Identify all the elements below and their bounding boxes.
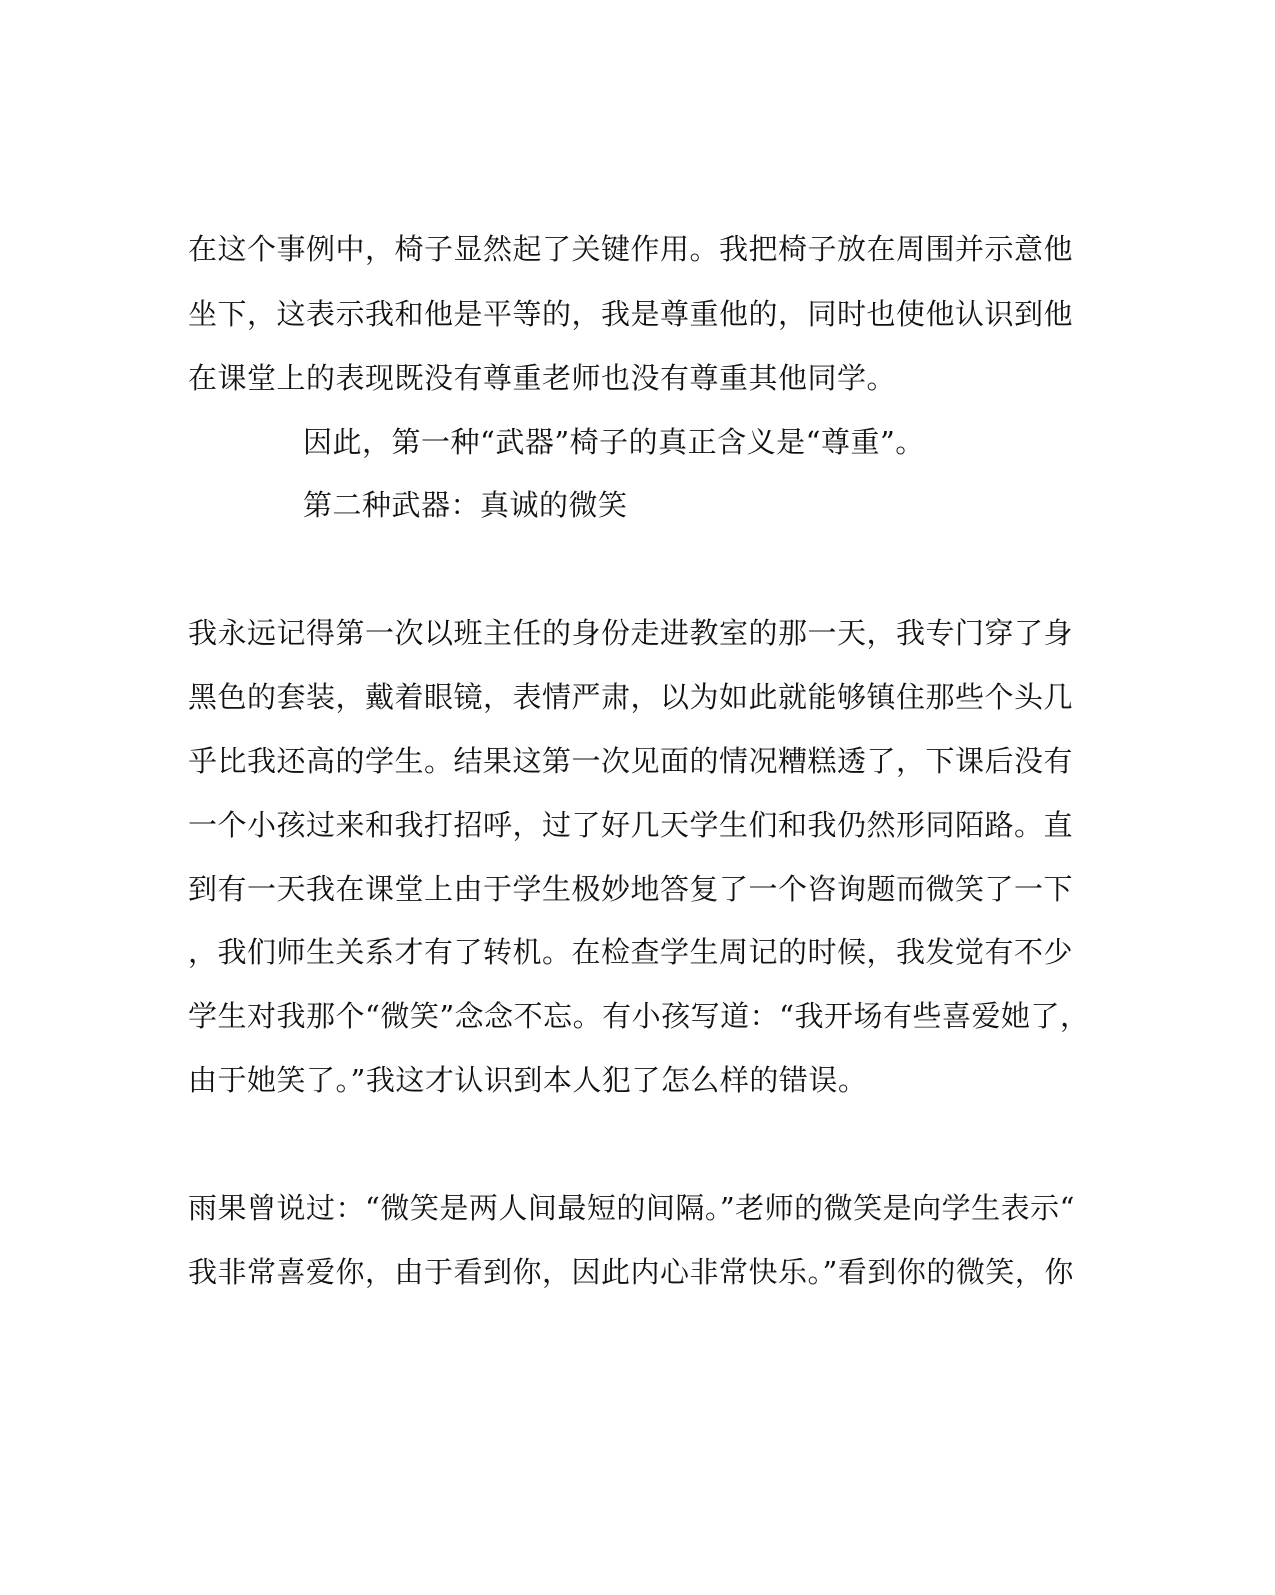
paragraph-3-line-4: 一个小孩过来和我打招呼，过了好几天学生们和我仍然形同陌路。直 bbox=[188, 808, 1074, 842]
paragraph-3-line-8: 由于她笑了。”我这才认识到本人犯了怎么样的错误。 bbox=[188, 1063, 868, 1097]
paragraph-3-line-3: 乎比我还高的学生。结果这第一次见面的情况糟糕透了，下课后没有 bbox=[188, 744, 1074, 778]
paragraph-1-line-2: 坐下，这表示我和他是平等的，我是尊重他的，同时也使他认识到他 bbox=[188, 297, 1074, 331]
paragraph-3-line-1: 我永远记得第一次以班主任的身份走进教室的那一天，我专门穿了身 bbox=[188, 616, 1074, 650]
paragraph-3-line-2: 黑色的套装，戴着眼镜，表情严肃，以为如此就能够镇住那些个头几 bbox=[188, 680, 1074, 714]
paragraph-3-line-5: 到有一天我在课堂上由于学生极妙地答复了一个咨询题而微笑了一下 bbox=[188, 872, 1074, 906]
paragraph-4-line-1: 雨果曾说过：“微笑是两人间最短的间隔。”老师的微笑是向学生表示“ bbox=[188, 1191, 1075, 1225]
paragraph-2-line-1: 因此，第一种“武器”椅子的真正含义是“尊重”。 bbox=[303, 425, 925, 459]
paragraph-1-line-3: 在课堂上的表现既没有尊重老师也没有尊重其他同学。 bbox=[188, 361, 897, 395]
paragraph-3-line-6: ，我们师生关系才有了转机。在检查学生周记的时候，我发觉有不少 bbox=[188, 935, 1074, 969]
paragraph-3-line-7: 学生对我那个“微笑”念念不忘。有小孩写道：“我开场有些喜爱她了， bbox=[188, 999, 1090, 1033]
paragraph-1-line-1: 在这个事例中，椅子显然起了关键作用。我把椅子放在周围并示意他 bbox=[188, 232, 1074, 266]
section-heading: 第二种武器：真诚的微笑 bbox=[303, 488, 628, 522]
paragraph-4-line-2: 我非常喜爱你，由于看到你，因此内心非常快乐。”看到你的微笑，你 bbox=[188, 1255, 1074, 1289]
